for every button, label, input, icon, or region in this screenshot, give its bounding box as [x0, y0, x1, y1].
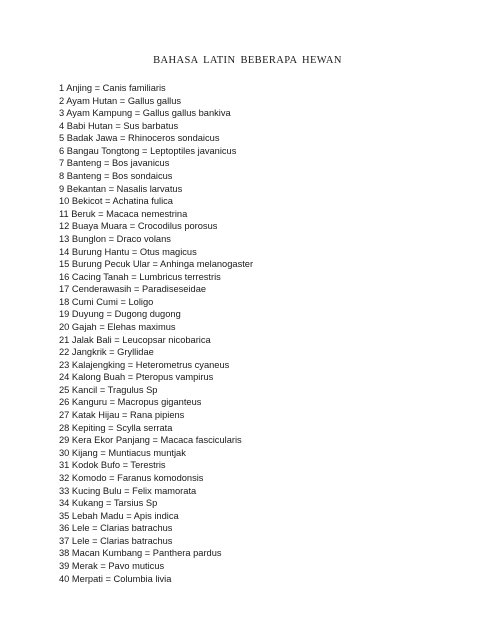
list-item: 35 Lebah Madu = Apis indica — [59, 510, 179, 521]
list-item: 1 Anjing = Canis familiaris — [59, 83, 166, 93]
list-item: 11 Beruk = Macaca nemestrina — [59, 208, 188, 219]
list-item: 40 Merpati = Columbia livia — [59, 573, 172, 584]
list-item: 6 Bangau Tongtong = Leptoptiles javanicus — [59, 145, 237, 156]
list-item: 32 Komodo = Faranus komodonsis — [59, 472, 204, 483]
list-item: 39 Merak = Pavo muticus — [59, 560, 165, 571]
list-item: 20 Gajah = Elehas maximus — [59, 321, 176, 332]
list-item: 17 Cenderawasih = Paradiseseidae — [59, 284, 207, 295]
list-item: 7 Banteng = Bos javanicus — [59, 158, 170, 169]
list-item: 9 Bekantan = Nasalis larvatus — [59, 183, 183, 194]
list-item: 12 Buaya Muara = Crocodilus porosus — [59, 221, 218, 232]
list-item: 15 Burung Pecuk Ular = Anhinga melanogaster — [59, 259, 254, 270]
list-item: 16 Cacing Tanah = Lumbricus terrestris — [59, 271, 221, 282]
list-item: 24 Kalong Buah = Pteropus vampirus — [59, 372, 214, 383]
list-item: 23 Kalajengking = Heterometrus cyaneus — [59, 359, 230, 370]
list-item: 5 Badak Jawa = Rhinoceros sondaicus — [59, 133, 220, 144]
list-item: 30 Kijang = Muntiacus muntjak — [59, 447, 186, 458]
list-item: 14 Burung Hantu = Otus magicus — [59, 246, 197, 257]
list-item: 8 Banteng = Bos sondaicus — [59, 171, 173, 182]
list-item: 21 Jalak Bali = Leucopsar nicobarica — [59, 334, 211, 345]
document-title: BAHASA LATIN BEBERAPA HEWAN — [153, 55, 342, 66]
list-item: 13 Bunglon = Draco volans — [59, 233, 171, 244]
list-item: 26 Kanguru = Macropus giganteus — [59, 397, 202, 408]
list-item: 33 Kucing Bulu = Felix mamorata — [59, 485, 197, 496]
list-item: 38 Macan Kumbang = Panthera pardus — [59, 548, 222, 559]
list-item: 25 Kancil = Tragulus Sp — [59, 384, 158, 395]
list-item: 28 Kepiting = Scylla serrata — [59, 422, 173, 433]
list-item: 29 Kera Ekor Panjang = Macaca fascicularis — [59, 435, 242, 446]
list-item: 22 Jangkrik = Gryllidae — [59, 347, 154, 358]
list-item: 10 Bekicot = Achatina fulica — [59, 196, 173, 207]
list-item: 3 Ayam Kampung = Gallus gallus bankiva — [59, 108, 231, 119]
list-item: 18 Cumi Cumi = Loligo — [59, 296, 154, 307]
list-item: 27 Katak Hijau = Rana pipiens — [59, 410, 185, 421]
list-item: 37 Lele = Clarias batrachus — [59, 535, 173, 546]
list-item: 34 Kukang = Tarsius Sp — [59, 498, 158, 509]
list-item: 4 Babi Hutan = Sus barbatus — [59, 120, 179, 131]
list-item: 2 Ayam Hutan = Gallus gallus — [59, 95, 182, 106]
animal-list — [59, 82, 253, 585]
list-item: 19 Duyung = Dugong dugong — [59, 309, 181, 320]
list-item: 31 Kodok Bufo = Terestris — [59, 460, 166, 471]
list-item: 36 Lele = Clarias batrachus — [59, 523, 173, 534]
